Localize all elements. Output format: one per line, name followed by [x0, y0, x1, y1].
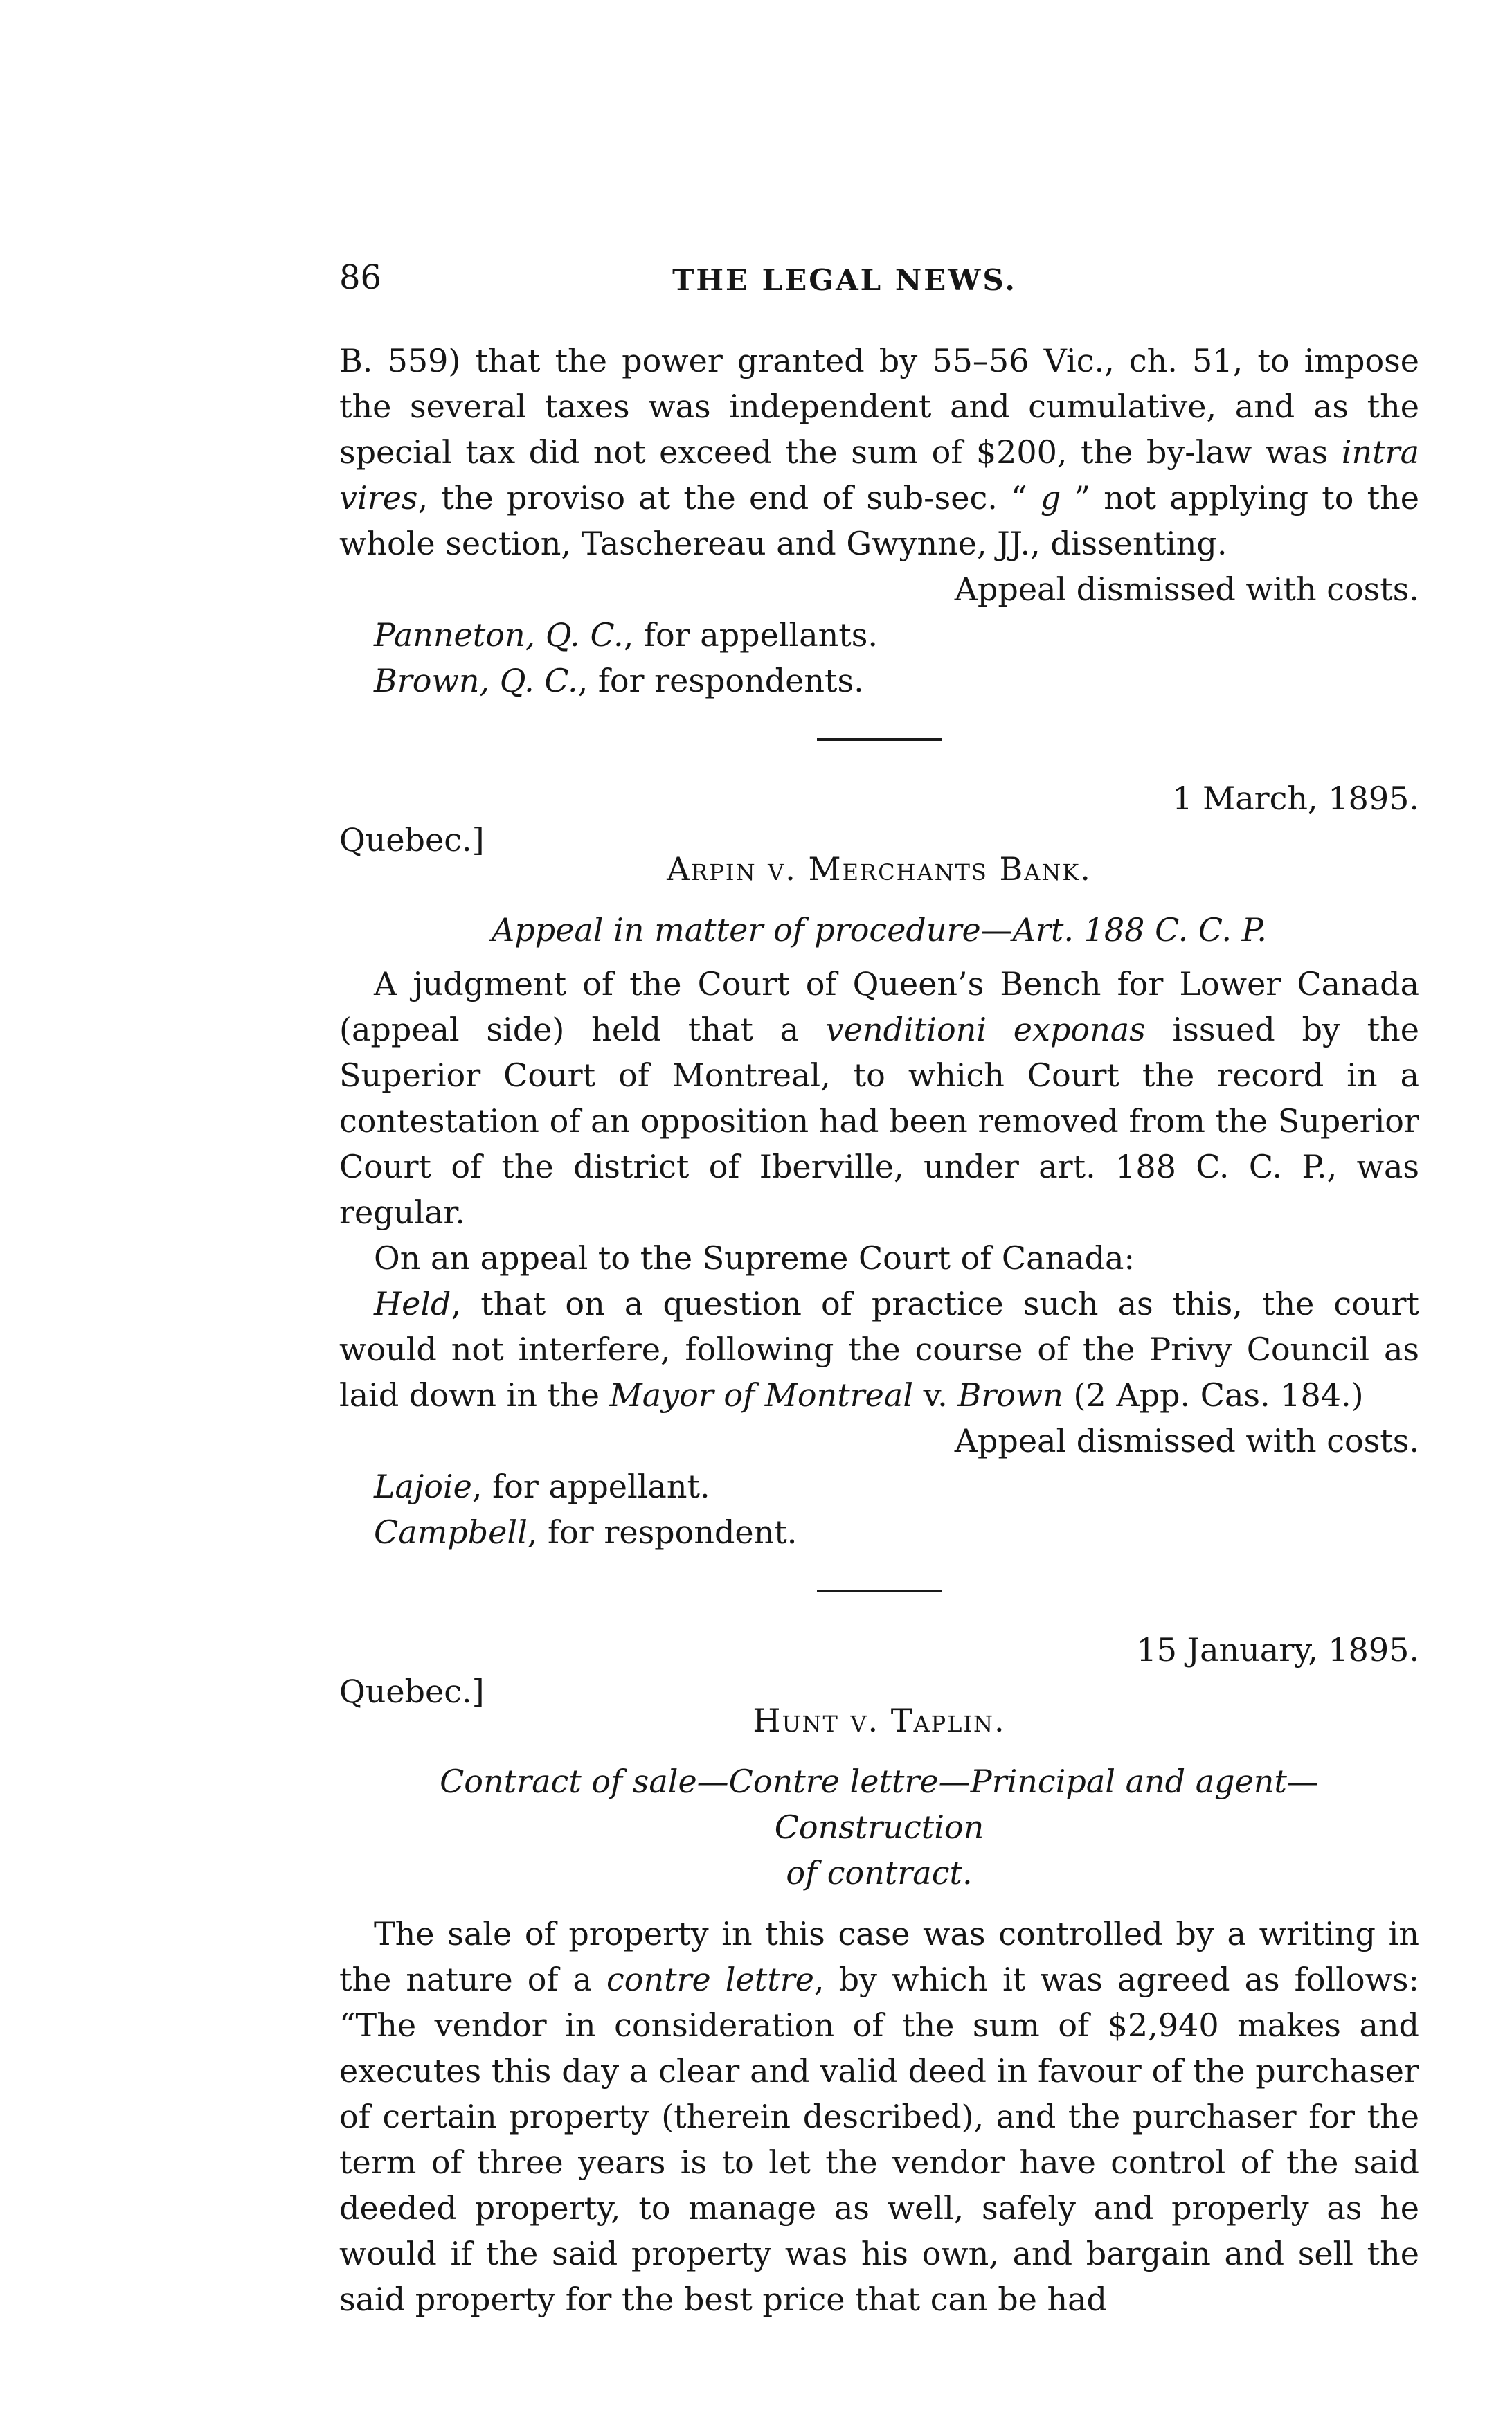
case3-date: 15 January, 1895.: [1136, 1631, 1419, 1669]
case2-counsel-respondent: [339, 1509, 1419, 1555]
case1-continuation: [339, 338, 1419, 566]
document-page: [339, 0, 1419, 2426]
case1-counsel1-name: Panneton, Q. C.: [374, 616, 624, 654]
case1-counsel-appellants: [339, 612, 1419, 658]
case2-brown: Brown: [957, 1376, 1063, 1414]
case1-result: Appeal dismissed with costs.: [954, 570, 1419, 608]
case3-headnote-line1: Contract of sale—Contre lettre—Principal and agent—Construction: [440, 1763, 1319, 1846]
case2-held: Held: [374, 1285, 451, 1322]
case1-counsel2-role: , for respondents.: [577, 662, 864, 699]
case1-intra-vires: intra vires: [339, 433, 1419, 516]
case2-p1-text-b: issued by the Superior Court of Montreal, to which Court the record in a contestation of an opposition had been removed from the Superior Court of the district of Iberville, under art. 188 C. C. P., was regular.: [339, 1011, 1420, 1231]
case2-title: Arpin v. Merchants Bank.: [667, 850, 1092, 888]
case3-title: Hunt v. Taplin.: [753, 1702, 1006, 1739]
case1-text-c: ” not applying to the whole section, Taschereau and Gwynne, JJ., dissenting.: [339, 479, 1419, 562]
case2-p1-text-a: A judgment of the Court of Queen’s Bench for Lower Canada (appeal side) held that a: [339, 965, 1419, 1048]
section-divider: [817, 738, 942, 741]
case1-text-b: , the proviso at the end of sub-sec. “: [417, 479, 1041, 516]
case3-contre-lettre: contre lettre: [606, 1961, 814, 1998]
case3-p1-text-a: The sale of property in this case was controlled by a writing in the nature of a: [339, 1915, 1419, 1998]
case2-province: Quebec.]: [339, 821, 485, 859]
case1-text-a: B. 559) that the power granted by 55–56 Vic., ch. 51, to impose the several taxes was independent and cumulative, and as the special tax did not exceed the sum of $200, the by-law was: [339, 342, 1419, 471]
page-body: [339, 338, 1419, 2322]
case2-p3-text-a: , that on a question of practice such as this, the court would not interfere, following the course of the Privy Council as laid down in the: [339, 1285, 1419, 1414]
case2-counsel-appellant: [339, 1464, 1419, 1509]
case2-paragraph-2: On an appeal to the Supreme Court of Canada:: [374, 1239, 1135, 1277]
case3-heading: [339, 1627, 1419, 1759]
running-title: THE LEGAL NEWS.: [672, 263, 1017, 297]
case3-paragraph-1: [339, 1911, 1419, 2322]
case2-counsel2-name: Campbell: [374, 1513, 528, 1551]
case2-heading: [339, 775, 1419, 907]
case3-province: Quebec.]: [339, 1673, 485, 1710]
case3-p1-text-b: , by which it was agreed as follows: “The vendor in consideration of the sum of $2,940 makes and executes this day a clear and valid deed in favour of the purchaser of certain property (therein described), and the purchaser for the term of three years is to let the vendor have control of the said deeded property, to manage as well, safely and properly as he would if the said property was his own, and bargain and sell the said property for the best price that can be had: [339, 1961, 1419, 2318]
case2-date: 1 March, 1895.: [1172, 780, 1419, 817]
case3-headnote-line2: of contract.: [786, 1854, 973, 1892]
case2-venditioni: venditioni exponas: [825, 1011, 1146, 1048]
case2-paragraph-3: [339, 1281, 1419, 1418]
case1-counsel1-role: , for appellants.: [623, 616, 878, 654]
case1-counsel-respondents: [339, 658, 1419, 703]
case2-p3-text-b: (2 App. Cas. 184.): [1063, 1376, 1364, 1414]
section-divider: [817, 1590, 942, 1592]
case2-versus: v.: [913, 1376, 958, 1414]
case2-mayor-of-montreal: Mayor of Montreal: [609, 1376, 914, 1414]
page-number: 86: [339, 258, 382, 297]
case2-paragraph-1: [339, 961, 1419, 1235]
case2-result: Appeal dismissed with costs.: [954, 1422, 1419, 1459]
case2-headnote: Appeal in matter of procedure—Art. 188 C. C. P.: [492, 911, 1267, 949]
case1-counsel2-name: Brown, Q. C.: [374, 662, 578, 699]
page-header: [339, 255, 1419, 303]
case2-counsel1-name: Lajoie: [374, 1468, 472, 1505]
case2-counsel1-role: , for appellant.: [471, 1468, 710, 1505]
case2-counsel2-role: , for respondent.: [527, 1513, 798, 1551]
case1-subsec-g: g: [1040, 479, 1061, 516]
